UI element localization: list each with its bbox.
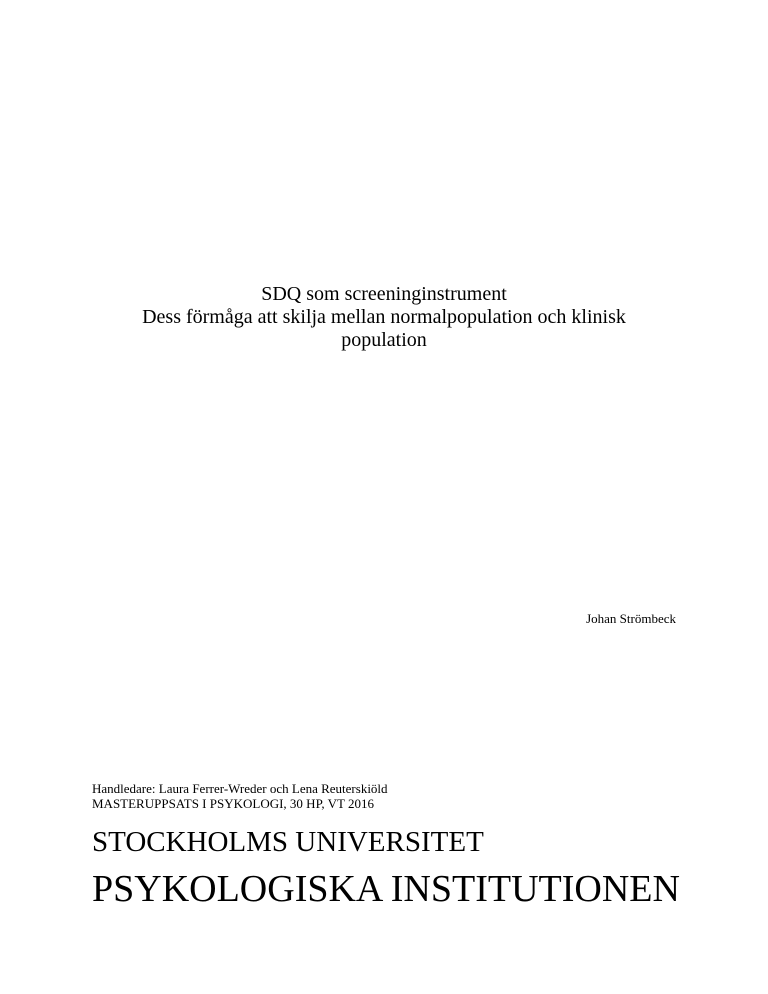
thesis-info-line: MASTERUPPSATS I PSYKOLOGI, 30 HP, VT 2016 — [92, 796, 374, 811]
document-title: SDQ som screeninginstrument — [261, 283, 507, 305]
document-subtitle-line-1: Dess förmåga att skilja mellan normalpopulation och klinisk — [142, 306, 626, 328]
author-name: Johan Strömbeck — [586, 611, 676, 626]
university-name: STOCKHOLMS UNIVERSITET — [92, 826, 484, 858]
department-name: PSYKOLOGISKA INSTITUTIONEN — [92, 868, 680, 910]
title-block — [0, 283, 768, 352]
thesis-meta — [92, 781, 388, 811]
document-subtitle-line-2: population — [341, 329, 427, 351]
supervisors-line: Handledare: Laura Ferrer-Wreder och Lena Reuterskiöld — [92, 781, 388, 796]
